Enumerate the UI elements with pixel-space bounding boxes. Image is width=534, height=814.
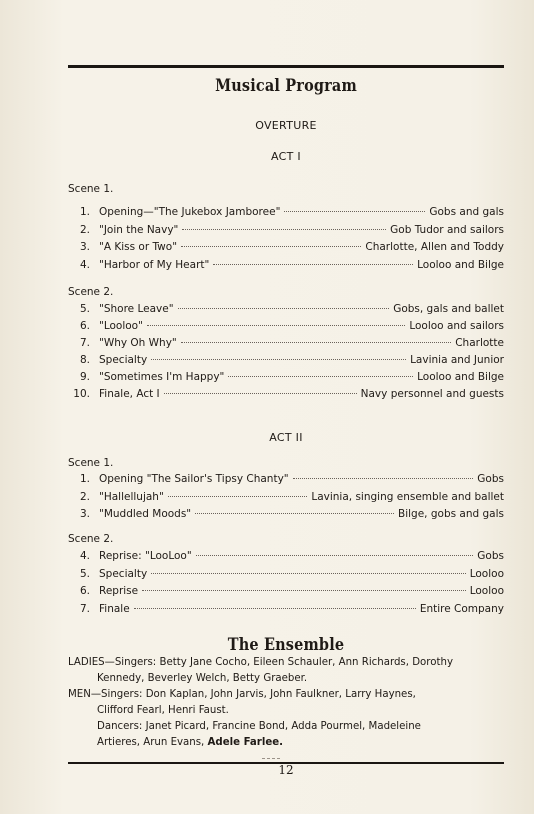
act1-heading: ACT I — [271, 150, 301, 163]
item-number: 7. — [79, 602, 90, 615]
overture-heading: OVERTURE — [255, 119, 317, 132]
item-number: 8. — [79, 354, 90, 366]
program-item — [68, 603, 504, 619]
item-number: 2. — [79, 223, 90, 236]
item-performers: Gobs — [477, 550, 504, 562]
leader-dots — [182, 229, 386, 230]
program-item — [68, 388, 504, 404]
leader-dots — [195, 513, 394, 514]
program-item — [68, 354, 504, 370]
item-performers: Looloo and Bilge — [417, 258, 504, 271]
leader-dots — [151, 359, 406, 360]
program-item — [68, 320, 504, 336]
item-title: "Sometimes I'm Happy" — [99, 371, 225, 383]
ensemble-dancers-line1: Dancers: Janet Picard, Francine Bond, Adda Pourmel, Madeleine — [97, 721, 421, 732]
item-title: "Why Oh Why" — [99, 337, 177, 349]
item-title: Reprise — [99, 585, 139, 597]
item-performers: Navy personnel and guests — [360, 388, 504, 400]
item-title: Reprise: "LooLoo" — [99, 550, 192, 562]
item-number: 3. — [79, 241, 90, 253]
leader-dots — [181, 246, 361, 247]
print-mark — [262, 758, 280, 760]
leader-dots — [213, 264, 413, 265]
item-number: 6. — [79, 585, 90, 597]
program-item — [68, 371, 504, 387]
item-number: 1. — [79, 473, 90, 485]
leader-dots — [134, 608, 416, 609]
item-title: Finale — [99, 602, 130, 615]
item-number: 9. — [79, 371, 90, 383]
leader-dots — [168, 496, 308, 497]
leader-dots — [164, 393, 357, 394]
item-number: 10. — [73, 388, 90, 400]
leader-dots — [178, 308, 390, 309]
program-item — [68, 491, 504, 507]
ensemble-ladies-line2: Kennedy, Beverley Welch, Betty Graeber. — [97, 673, 308, 684]
program-item — [68, 224, 504, 240]
item-performers: Gobs, gals and ballet — [393, 303, 504, 315]
item-number: 5. — [79, 303, 90, 315]
ensemble-dancers-line2 — [97, 737, 283, 748]
item-title: Opening—"The Jukebox Jamboree" — [99, 206, 281, 218]
item-title: Specialty — [99, 354, 148, 366]
leader-dots — [147, 325, 405, 326]
item-performers: Lavinia and Junior — [410, 354, 504, 366]
program-item — [68, 259, 504, 275]
program-item — [68, 508, 504, 524]
item-performers: Gob Tudor and sailors — [390, 223, 504, 236]
item-number: 7. — [79, 337, 90, 349]
item-title: Opening "The Sailor's Tipsy Chanty" — [99, 473, 289, 485]
item-title: "Looloo" — [99, 320, 143, 332]
item-number: 3. — [79, 508, 90, 520]
program-item — [68, 303, 504, 319]
act2-scene2-label: Scene 2. — [68, 533, 114, 545]
leader-dots — [228, 376, 413, 377]
item-title: "Harbor of My Heart" — [99, 258, 210, 271]
act1-scene2-label: Scene 2. — [68, 286, 114, 298]
ensemble-ladies-line1: LADIES—Singers: Betty Jane Cocho, Eileen Schauler, Ann Richards, Dorothy — [68, 657, 453, 668]
item-performers: Looloo and Bilge — [417, 371, 504, 383]
act1-scene1-label: Scene 1. — [68, 183, 114, 195]
dancers-last-name: Adele Farlee. — [207, 737, 284, 748]
leader-dots — [196, 555, 474, 556]
dancers-names: Artieres, Arun Evans, — [97, 737, 208, 748]
leader-dots — [151, 573, 466, 574]
ensemble-men-line1: MEN—Singers: Don Kaplan, John Jarvis, John Faulkner, Larry Haynes, — [68, 689, 416, 700]
item-performers: Lavinia, singing ensemble and ballet — [311, 490, 504, 503]
item-performers: Looloo — [469, 567, 504, 580]
item-performers: Looloo and sailors — [409, 320, 504, 332]
item-title: Finale, Act I — [99, 388, 160, 400]
item-title: "Join the Navy" — [99, 223, 179, 236]
page-number: 12 — [278, 763, 294, 777]
program-item — [68, 241, 504, 257]
leader-dots — [284, 211, 425, 212]
ensemble-men-line2: Clifford Fearl, Henri Faust. — [97, 705, 229, 716]
item-title: "Hallellujah" — [99, 490, 164, 503]
item-title: "Shore Leave" — [99, 303, 174, 315]
program-title: Musical Program — [215, 76, 357, 96]
leader-dots — [293, 478, 474, 479]
item-number: 6. — [79, 320, 90, 332]
item-performers: Bilge, gobs and gals — [398, 508, 504, 520]
item-number: 4. — [79, 258, 90, 271]
item-number: 5. — [79, 567, 90, 580]
item-number: 1. — [79, 206, 90, 218]
program-item — [68, 337, 504, 353]
item-performers: Gobs — [477, 473, 504, 485]
item-performers: Charlotte — [455, 337, 504, 349]
top-rule — [68, 65, 504, 68]
item-title: "Muddled Moods" — [99, 508, 192, 520]
item-number: 4. — [79, 550, 90, 562]
item-performers: Gobs and gals — [429, 206, 504, 218]
program-item — [68, 585, 504, 601]
act2-scene1-label: Scene 1. — [68, 457, 114, 469]
item-number: 2. — [79, 490, 90, 503]
act2-heading: ACT II — [269, 431, 303, 444]
ensemble-title: The Ensemble — [227, 635, 345, 655]
item-title: Specialty — [99, 567, 148, 580]
leader-dots — [142, 590, 466, 591]
item-performers: Charlotte, Allen and Toddy — [365, 241, 504, 253]
leader-dots — [181, 342, 451, 343]
program-item — [68, 206, 504, 222]
program-item — [68, 568, 504, 584]
program-item — [68, 550, 504, 566]
item-performers: Looloo — [469, 585, 504, 597]
program-item — [68, 473, 504, 489]
item-performers: Entire Company — [419, 602, 504, 615]
item-title: "A Kiss or Two" — [99, 241, 178, 253]
